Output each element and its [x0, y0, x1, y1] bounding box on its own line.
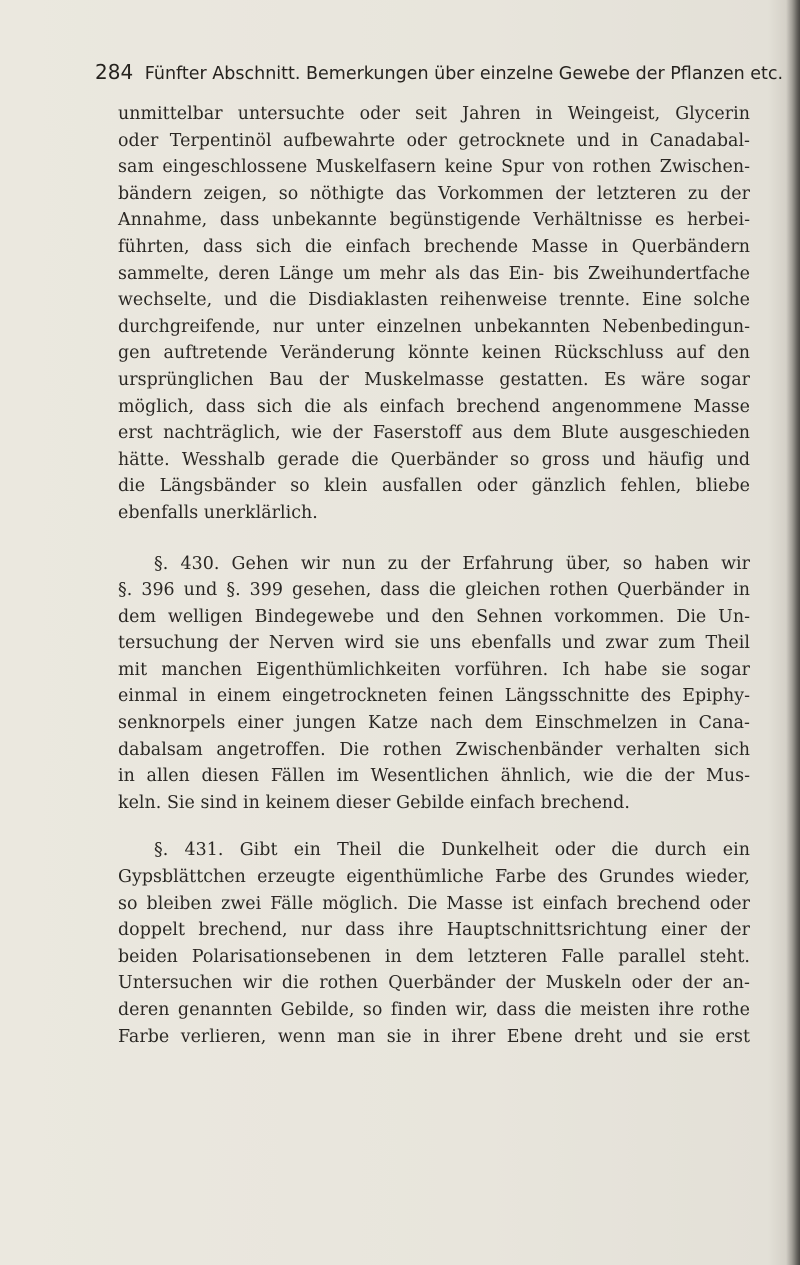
- text-line: beiden Polarisationsebenen in dem letzteren Falle parallel steht.: [118, 946, 750, 967]
- paragraph-431: [118, 837, 750, 1050]
- text-line: doppelt brechend, nur dass ihre Hauptschnittsrichtung einer der: [118, 920, 750, 941]
- text-line: ebenfalls unerklärlich.: [118, 502, 318, 523]
- text-line: Untersuchen wir die rothen Querbänder der Muskeln oder der an-: [118, 973, 750, 994]
- paragraph-1: [118, 101, 750, 527]
- text-line: senknorpels einer jungen Katze nach dem Einschmelzen in Cana-: [118, 713, 750, 734]
- text-line: ursprünglichen Bau der Muskelmasse gestatten. Es wäre sogar: [118, 369, 750, 390]
- page-number: 284: [95, 60, 134, 84]
- paragraph-gap: [118, 527, 750, 551]
- section-heading-line: §. 431. Gibt ein Theil die Dunkelheit oder die durch ein: [154, 840, 750, 861]
- text-line: möglich, dass sich die als einfach brechend angenommene Masse: [118, 396, 750, 417]
- text-line: unmittelbar untersuchte oder seit Jahren in Weingeist, Glycerin: [118, 104, 750, 124]
- running-head-title: Fünfter Abschnitt. Bemerkungen über einzelne Gewebe der Pflanzen etc.: [144, 64, 784, 84]
- text-line: erst nachträglich, wie der Faserstoff aus dem Blute ausgeschieden: [118, 423, 750, 444]
- text-line: einmal in einem eingetrockneten feinen Längsschnitte des Epiphy-: [118, 686, 750, 707]
- text-line: deren genannten Gebilde, so finden wir, dass die meisten ihre rothe: [118, 1000, 750, 1020]
- text-line: hätte. Wesshalb gerade die Querbänder so gross und häufig und: [118, 449, 750, 470]
- text-line: sam eingeschlossene Muskelfasern keine Spur von rothen Zwischen-: [118, 157, 750, 178]
- page-edge-shadow: [786, 0, 800, 1265]
- paragraph-430: [118, 551, 750, 817]
- text-line: mit manchen Eigenthümlichkeiten vorführen. Ich habe sie sogar: [118, 659, 750, 680]
- text-line: durchgreifende, nur unter einzelnen unbekannten Nebenbedingun-: [118, 316, 750, 337]
- section-heading-line: §. 430. Gehen wir nun zu der Erfahrung über, so haben wir: [154, 553, 750, 574]
- body-text: [118, 101, 750, 1050]
- text-line: sammelte, deren Länge um mehr als das Ein- bis Zweihundertfache: [118, 263, 750, 284]
- text-line: gen auftretende Veränderung könnte keinen Rückschluss auf den: [118, 343, 750, 364]
- text-line: wechselte, und die Disdiaklasten reihenweise trennte. Eine solche: [118, 290, 750, 311]
- text-line: tersuchung der Nerven wird sie uns ebenfalls und zwar zum Theil: [118, 633, 750, 654]
- text-line: die Längsbänder so klein ausfallen oder gänzlich fehlen, bliebe: [118, 476, 750, 497]
- text-line: keln. Sie sind in keinem dieser Gebilde einfach brechend.: [118, 792, 630, 813]
- text-line: in allen diesen Fällen im Wesentlichen ähnlich, wie die der Mus-: [118, 766, 750, 787]
- text-line: dabalsam angetroffen. Die rothen Zwischenbänder verhalten sich: [118, 739, 750, 760]
- text-line: dem welligen Bindegewebe und den Sehnen vorkommen. Die Un-: [118, 606, 750, 627]
- text-line: oder Terpentinöl aufbewahrte oder getrocknete und in Canadabal-: [118, 130, 750, 151]
- text-line: so bleiben zwei Fälle möglich. Die Masse ist einfach brechend oder: [118, 893, 750, 914]
- running-head: [95, 60, 785, 84]
- text-line: führten, dass sich die einfach brechende Masse in Querbändern: [118, 236, 750, 257]
- text-line: §. 396 und §. 399 gesehen, dass die gleichen rothen Querbänder in: [118, 580, 750, 601]
- paragraph-gap: [118, 816, 750, 837]
- text-line: Annahme, dass unbekannte begünstigende Verhältnisse es herbei-: [118, 210, 750, 231]
- text-line: Gypsblättchen erzeugte eigenthümliche Farbe des Grundes wieder,: [118, 867, 750, 888]
- text-line: bändern zeigen, so nöthigte das Vorkommen der letzteren zu der: [118, 183, 750, 204]
- text-line: Farbe verlieren, wenn man sie in ihrer Ebene dreht und sie erst: [118, 1026, 750, 1047]
